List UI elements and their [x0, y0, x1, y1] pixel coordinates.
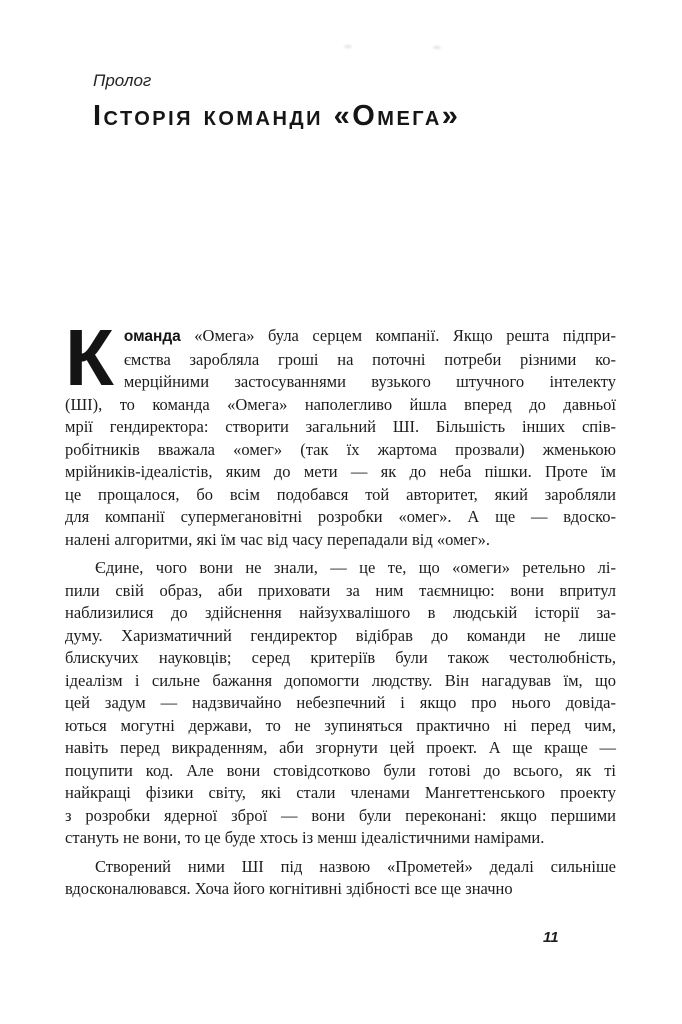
text-line: (ШІ), то команда «Омега» наполегливо йшла вперед до давньої [65, 394, 616, 414]
text-line: поцупити код. Але вони стовідсотково були готові до всього, як ті [65, 760, 616, 780]
dropcap-letter: К [65, 313, 114, 402]
chapter-header [93, 70, 460, 131]
text-line: Створений ними ШІ під назвою «Прометей» дедалі сильніше [95, 856, 616, 876]
text-line: стануть не вони, то це буде хтось із менш ідеалістичними намірами. [65, 828, 545, 847]
text-line: робітників вважала «омег» (так їх жартома прозвали) жменькою [65, 439, 616, 459]
chapter-kicker: Пролог [93, 71, 152, 90]
text-line: мрійників-ідеалістів, яким до мети — як до неба пішки. Проте їм [65, 462, 616, 481]
text-line: ідеалізм і сильне бажання допомогти людству. Він нагадував їм, що [65, 670, 616, 690]
page-number: 11 [543, 929, 559, 946]
text-line: налені алгоритми, які їм час від часу перепадали від «омег». [65, 529, 490, 549]
body-text [65, 313, 616, 901]
chapter-title: Історія команди «Омега» [93, 100, 461, 132]
text-line [65, 325, 616, 349]
text-line: навіть перед викраденням, аби згорнути цей проект. А ще краще — [65, 738, 616, 757]
lead-bold-word: оманда [123, 328, 181, 345]
print-artifact-dot [433, 46, 441, 49]
text-line: з розробки ядерної зброї — вони були переконані: якщо першими [65, 805, 616, 825]
text-line: Єдине, чого вони не знали, — це те, що «омеги» ретельно лі- [95, 558, 616, 577]
text-line: ємства заробляла гроші на поточні потреби різними ко- [123, 349, 616, 369]
text-line: найкращі фізики світу, які стали членами Мангеттенського проекту [65, 783, 616, 802]
paragraph-1 [65, 313, 616, 551]
text-line: це прощалося, бо всім подобався той авторитет, який заробляли [65, 484, 616, 504]
paragraph-2 [65, 557, 616, 850]
text-line: наблизилися до здійснення найзухвалішого в людській історії за- [65, 603, 616, 622]
text-line: думу. Харизматичний гендиректор відібрав до команди не лише [65, 625, 616, 645]
paragraph-3 [65, 856, 616, 901]
text-line: пили свій образ, аби приховати за ним таємницю: вони впритул [65, 580, 616, 600]
text-line: ються могутні держави, то не зупиняться практично ні перед чим, [65, 715, 616, 735]
text-line: вдосконалювався. Хоча його когнітивні здібності все ще значно [65, 879, 513, 898]
text-line: блискучих науковців; серед критеріїв були також честолюбність, [65, 648, 616, 667]
text-line: мрії гендиректора: створити загальний ШІ. Більшість інших спів- [65, 417, 616, 436]
text-line: цей задум — надзвичайно небезпечний і якщо про нього довіда- [65, 693, 616, 712]
text-line: мерційними застосуваннями вузького штучного інтелекту [123, 372, 616, 391]
text-line: для компанії супермегановітні розробки «омег». А ще — вдоско- [65, 507, 616, 526]
text-line-rest: «Омега» була серцем компанії. Якщо решта підпри- [180, 326, 616, 345]
print-artifact-dot [344, 45, 352, 48]
